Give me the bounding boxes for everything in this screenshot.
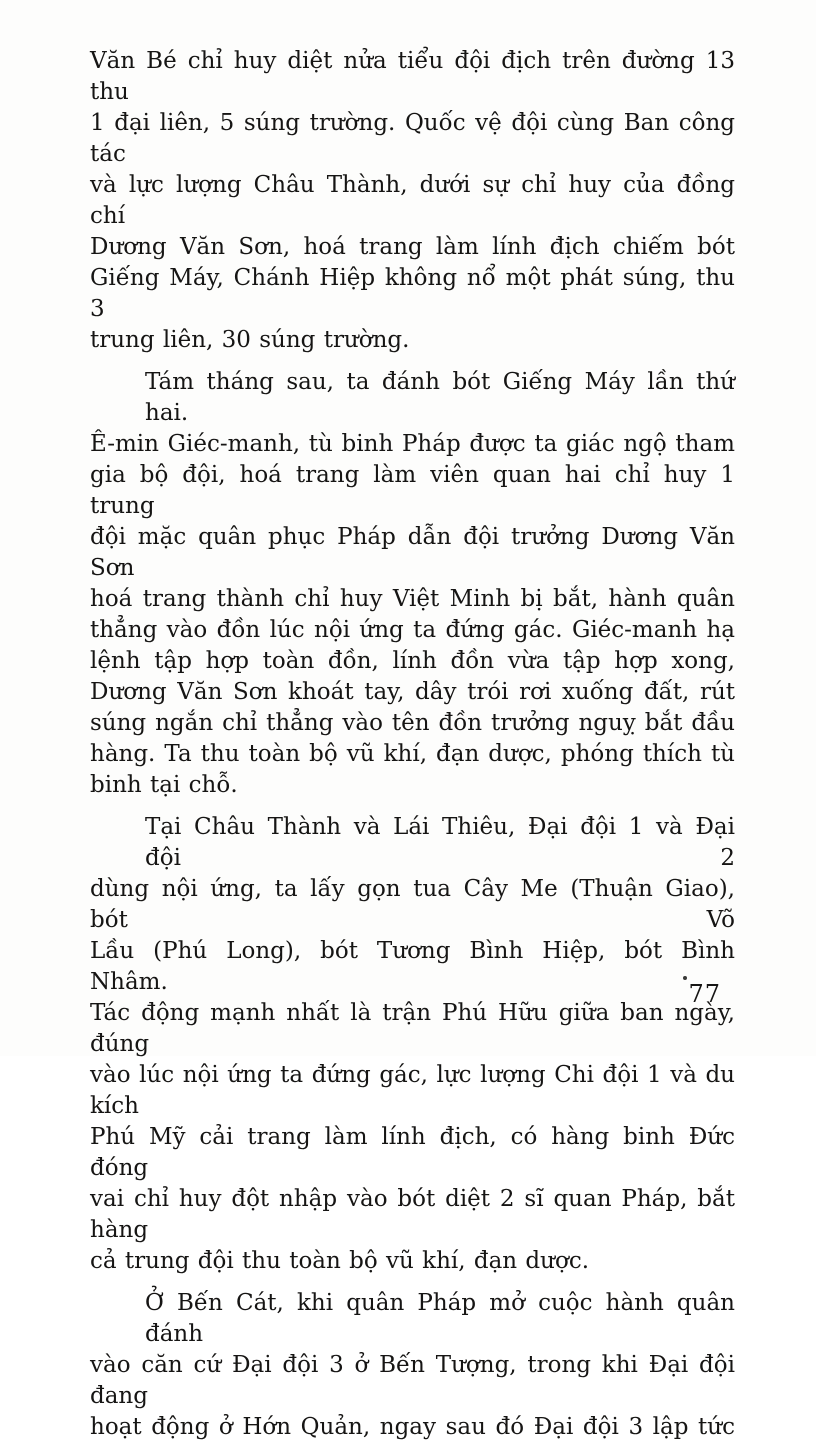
paragraph	[90, 812, 735, 1277]
text-line: Tại Châu Thành và Lái Thiêu, Đại đội 1 và Đại đội 2	[145, 814, 735, 871]
text-line: binh tại chỗ.	[90, 772, 238, 798]
paragraph	[90, 367, 735, 801]
text-line: Văn Bé chỉ huy diệt nửa tiểu đội địch trên đường 13 thu	[90, 48, 735, 105]
text-line: hoá trang thành chỉ huy Việt Minh bị bắt, hành quân	[90, 586, 735, 612]
text-line: Tác động mạnh nhất là trận Phú Hữu giữa ban ngày, đúng	[90, 1000, 735, 1057]
text-line: súng ngắn chỉ thẳng vào tên đồn trưởng nguỵ bắt đầu	[90, 710, 735, 736]
page-number: 77	[688, 980, 721, 1008]
text-line: Phú Mỹ cải trang làm lính địch, có hàng binh Đức đóng	[90, 1124, 735, 1181]
text-line: dùng nội ứng, ta lấy gọn tua Cây Me (Thuận Giao), bót Võ	[90, 876, 735, 933]
scan-speckle	[683, 976, 687, 980]
text-line: hàng. Ta thu toàn bộ vũ khí, đạn dược, phóng thích tù	[90, 741, 735, 767]
text-line: hoạt động ở Hớn Quản, ngay sau đó Đại đội 3 lập tức	[90, 1414, 735, 1440]
text-line: Tám tháng sau, ta đánh bót Giếng Máy lần thứ hai.	[145, 369, 735, 426]
text-line: 1 đại liên, 5 súng trường. Quốc vệ đội cùng Ban công tác	[90, 110, 735, 167]
paragraph	[90, 1288, 735, 1443]
text-line: vai chỉ huy đột nhập vào bót diệt 2 sĩ quan Pháp, bắt hàng	[90, 1186, 735, 1243]
text-line: trung liên, 30 súng trường.	[90, 327, 410, 353]
text-line: Giếng Máy, Chánh Hiệp không nổ một phát súng, thu 3	[90, 265, 735, 322]
text-line: gia bộ đội, hoá trang làm viên quan hai chỉ huy 1 trung	[90, 462, 735, 519]
text-line: Dương Văn Sơn khoát tay, dây trói rơi xuống đất, rút	[90, 679, 735, 705]
text-line: vào lúc nội ứng ta đứng gác, lực lượng Chi đội 1 và du kích	[90, 1062, 735, 1119]
text-line: thẳng vào đồn lúc nội ứng ta đứng gác. Giéc-manh hạ	[90, 617, 735, 643]
text-line: đội mặc quân phục Pháp dẫn đội trưởng Dương Văn Sơn	[90, 524, 735, 581]
text-line: cả trung đội thu toàn bộ vũ khí, đạn dược.	[90, 1248, 590, 1274]
text-line: lệnh tập hợp toàn đồn, lính đồn vừa tập hợp xong,	[90, 648, 735, 674]
text-line: Ở Bến Cát, khi quân Pháp mở cuộc hành quân đánh	[145, 1290, 735, 1347]
text-line: Dương Văn Sơn, hoá trang làm lính địch chiếm bót	[90, 234, 735, 260]
paragraph	[90, 46, 735, 356]
text-line: Lầu (Phú Long), bót Tương Bình Hiệp, bót Bình Nhâm.	[90, 938, 735, 995]
text-line: và lực lượng Châu Thành, dưới sự chỉ huy của đồng chí	[90, 172, 735, 229]
text-line: vào căn cứ Đại đội 3 ở Bến Tượng, trong khi Đại đội đang	[90, 1352, 735, 1409]
text-line: Ê-min Giéc-manh, tù binh Pháp được ta giác ngộ tham	[90, 431, 735, 457]
